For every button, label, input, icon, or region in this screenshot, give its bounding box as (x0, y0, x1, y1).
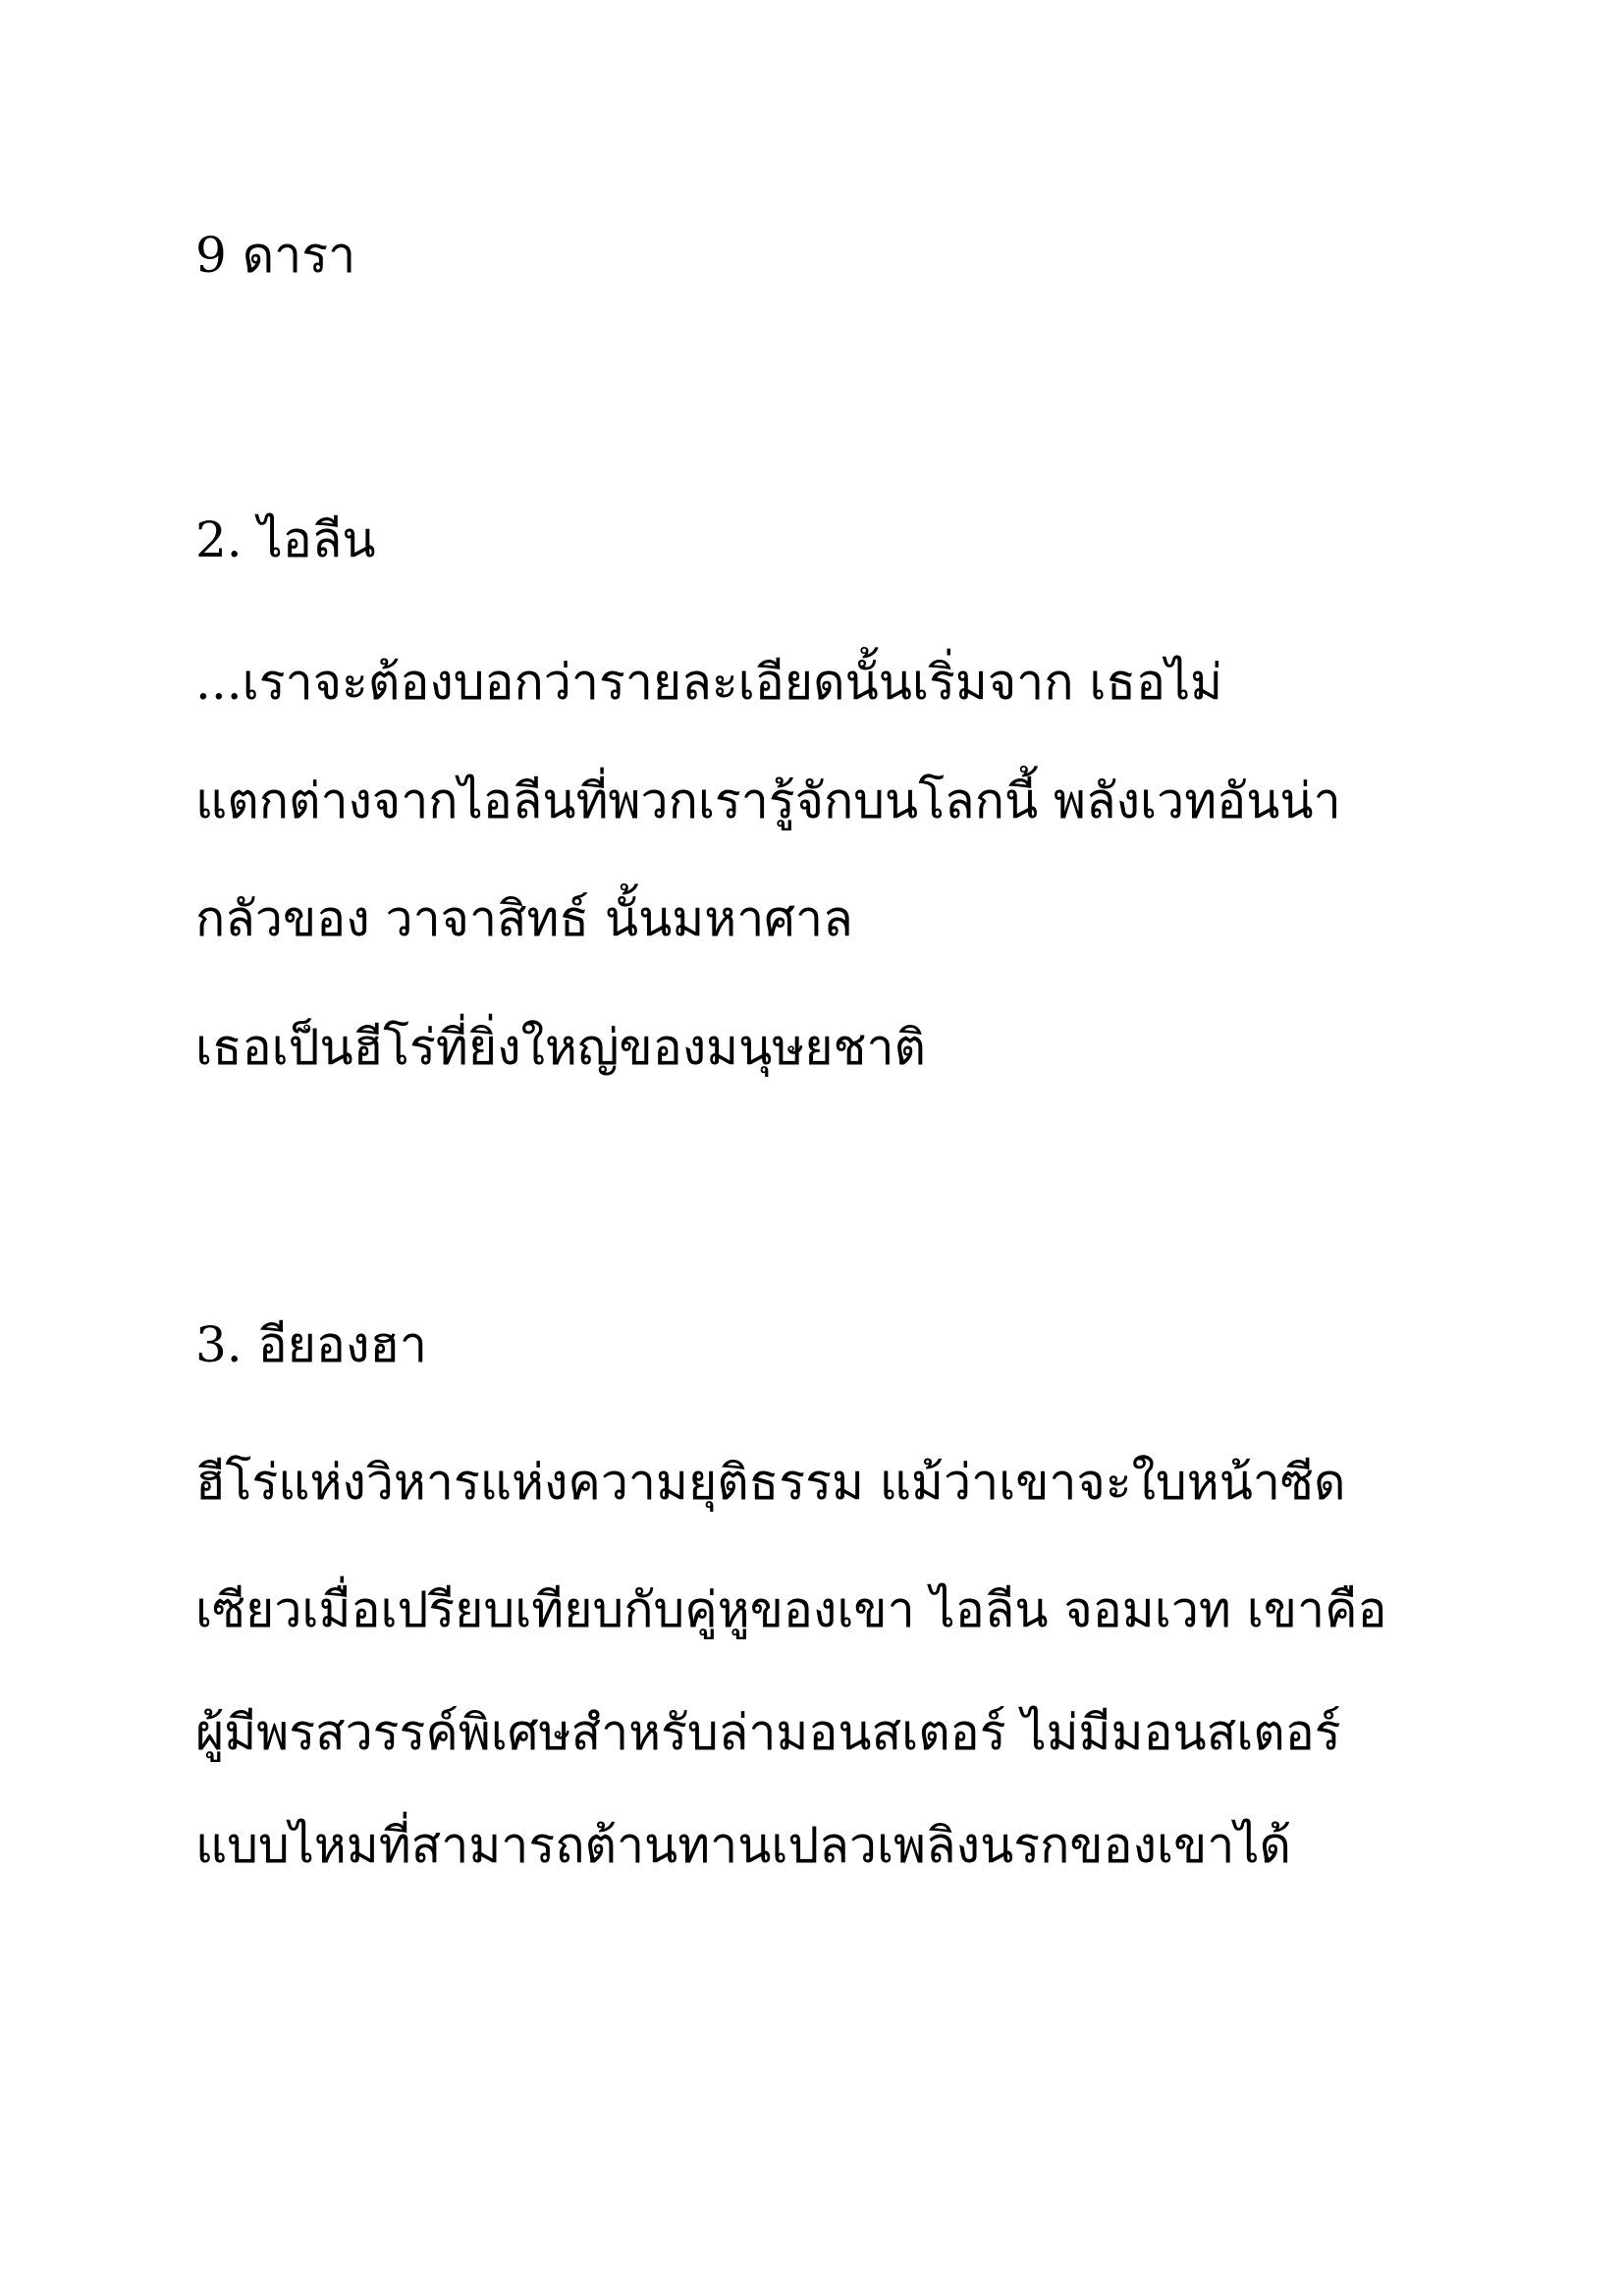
paragraph-line: ...เราจะต้องบอกว่ารายละเอียดนั้นเริ่มจาก เธอไม่ (195, 654, 1223, 711)
paragraph-line: เธอเป็นฮีโร่ที่ยิ่งใหญ่ของมนุษยชาติ (195, 1019, 927, 1076)
paragraph-line: ฮีโร่แห่งวิหารแห่งความยุติธรรม แม้ว่าเขาจะใบหน้าซีด (195, 1454, 1346, 1511)
paragraph-line: แตกต่างจากไอลีนที่พวกเรารู้จักบนโลกนี้ พลังเวทอันน่า (195, 773, 1341, 829)
section-heading-lee-yongha: 3. อียองฮา (195, 1316, 427, 1373)
page-title: 9 ดารา (195, 227, 356, 284)
paragraph-line: ผู้มีพรสวรรค์พิเศษสำหรับล่ามอนสเตอร์ ไม่มีมอนสเตอร์ (195, 1704, 1341, 1761)
paragraph-line: เซียวเมื่อเปรียบเทียบกับคู่หูของเขา ไอลีน จอมเวท เขาคือ (195, 1581, 1387, 1638)
paragraph-line: กลัวของ วาจาสิทธ์ นั้นมหาศาล (195, 890, 853, 947)
section-heading-eileen: 2. ไอลีน (195, 511, 376, 568)
paragraph-line: แบบไหมที่สามารถต้านทานเปลวเพลิงนรกของเขาได้ (195, 1817, 1291, 1874)
